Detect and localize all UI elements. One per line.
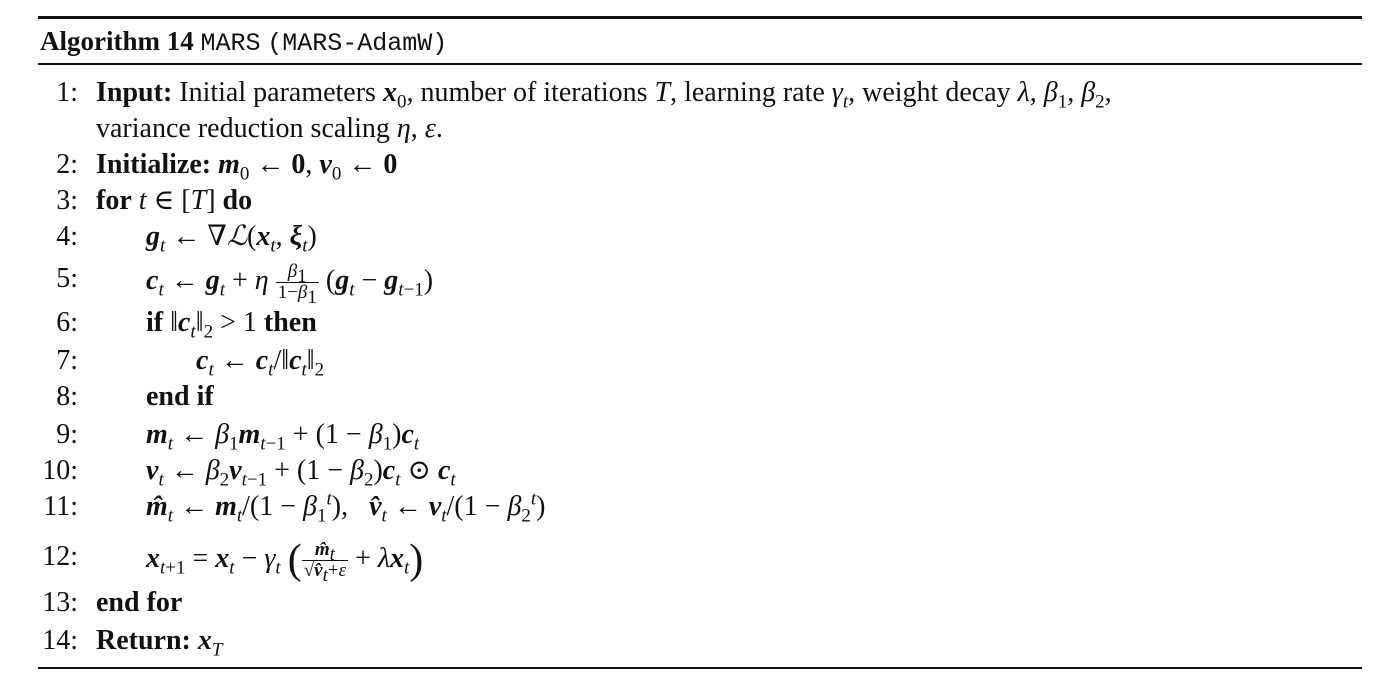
line-content: $v_t$ ← $\beta_2v_{t-1} + (1 - \beta_2)c_t$ ⊙ $c_t$ (146, 455, 456, 491)
line-number: 14: (42, 625, 78, 656)
line-number: 13: (42, 587, 78, 618)
algorithm-label: Algorithm 14 (40, 26, 194, 56)
line-content: Input: Initial parameters $x_0$, number of iterations T, learning rate $\gamma_t$, weight decay λ, $\beta_1$, $\beta_2$, (96, 77, 1112, 113)
line-content: $m_t$ ← $\beta_1m_{t-1} + (1 - \beta_1)c_t$ (146, 419, 420, 455)
line-number: 9: (56, 419, 78, 450)
for-keyword: for (96, 185, 132, 216)
algorithm-variant: (MARS-AdamW) (267, 29, 448, 58)
line-number: 2: (56, 149, 78, 180)
then-keyword: then (263, 307, 317, 338)
line-number: 5: (56, 263, 78, 294)
line-number: 12: (42, 541, 78, 572)
input-keyword: Input: (96, 77, 173, 108)
algorithm-title (40, 26, 447, 58)
end-for-keyword: end for (96, 587, 183, 618)
line-content: for t ∈ [T] do (96, 185, 253, 216)
initialize-keyword: Initialize: (96, 149, 212, 180)
end-if-keyword: end if (146, 381, 214, 412)
beta-fraction: $\frac{\beta_1}{1-\beta_1}$ (277, 261, 317, 308)
line-content: Return: $x_T$ (96, 625, 223, 661)
top-rule (38, 16, 1362, 19)
line-number: 11: (43, 491, 78, 522)
line-content: $x_{t+1} = x_t - \gamma_t$ ( $\frac{m̂_t}{√v̂_t+\varepsilon}$ + $\lambda x_t$) (146, 536, 424, 586)
line-number: 3: (56, 185, 78, 216)
line-content: if $‖c_t‖_2 > 1$ then (146, 307, 317, 343)
line-number: 8: (56, 381, 78, 412)
algorithm-name: MARS (200, 29, 261, 58)
line-content: $c_t$ ← $g_t + \eta$ $\frac{\beta_1}{1-\beta_1}$ $(g_t - g_{t-1})$ (146, 261, 434, 308)
line-content: $g_t$ ← $\nabla ℒ(x_t$, $\xi_t$) (146, 221, 317, 257)
line-number: 10: (42, 455, 78, 486)
line-content: variance reduction scaling η, ε. (96, 113, 443, 144)
line-content: Initialize: $m_0$ ← 0, $v_0$ ← 0 (96, 149, 398, 185)
line-number: 1: (56, 77, 78, 108)
title-rule (38, 63, 1362, 65)
return-keyword: Return: (96, 625, 191, 656)
line-number: 4: (56, 221, 78, 252)
bottom-rule (38, 667, 1362, 669)
line-number: 6: (56, 307, 78, 338)
do-keyword: do (222, 185, 253, 216)
line-number: 7: (56, 345, 78, 376)
adam-fraction: $\frac{m̂_t}{√v̂_t+\varepsilon}$ (303, 539, 347, 586)
line-content: $m̂_t$ ← $m_t/(1 - \beta_1^t)$, $v̂_t$ ← $v_t/(1 - \beta_2^t)$ (146, 488, 546, 527)
line-content: $c_t$ ← $c_t/‖c_t‖_2$ (196, 345, 325, 381)
if-keyword: if (146, 307, 164, 338)
